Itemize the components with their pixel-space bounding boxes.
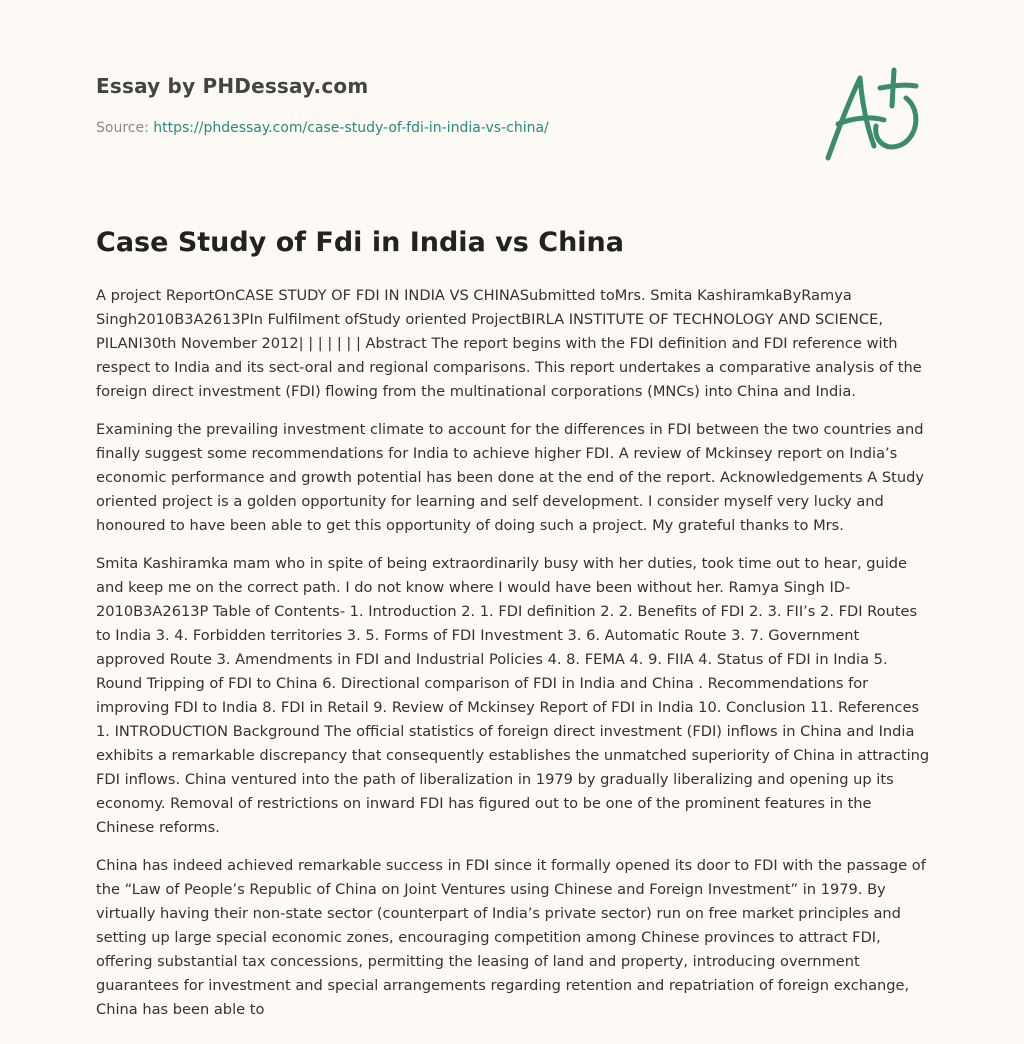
paragraph: Smita Kashiramka mam who in spite of being extraordinarily busy with her duties, took time out to hear, guide and keep me on the correct path. I do not know where I would have been without her. Ramya Singh ID-2010B3A2613P Table of Contents- 1. Introduction 2. 1. FDI definition 2. 2. Benefits of FDI 2. 3. FII’s 2. FDI Routes to India 3. 4. Forbidden territories 3. 5. Forms of FDI Investment 3. 6. Automatic Route 3. 7. Government approved Route 3. Amendments in FDI and Industrial Policies 4. 8. FEMA 4. 9. FIIA 4. Status of FDI in India 5. Round Tripping of FDI to China 6. Directional comparison of FDI in India and China . Recommendations for improving FDI to India 8. FDI in Retail 9. Review of Mckinsey Report of FDI in India 10. Conclusion 11. References 1. INTRODUCTION Background The official statistics of foreign direct investment (FDI) inflows in China and India exhibits a remarkable discrepancy that consequently establishes the unmatched superiority of China in attracting FDI inflows. China ventured into the path of liberalization in 1979 by gradually liberalizing and opening up its economy. Removal of restrictions on inward FDI has figured out to be one of the prominent features in the Chinese reforms. — [96, 555, 930, 836]
paragraph: A project ReportOnCASE STUDY OF FDI IN INDIA VS CHINASubmitted toMrs. Smita KashiramkaByRamya Singh2010B3A2613PIn Fulfilment ofStudy oriented ProjectBIRLA INSTITUTE OF TECHNOLOGY AND SCIENCE, PILANI30th November 2012| | | | | | | Abstract The report begins with the FDI definition and FDI reference with respect to India and its sect-oral and regional comparisons. This report undertakes a comparative analysis of the foreign direct investment (FDI) flowing from the multinational corporations (MNCs) into China and India. — [96, 287, 922, 400]
source-label: Source: — [96, 120, 154, 136]
source-line — [96, 120, 796, 136]
page-header — [96, 74, 796, 136]
essay-body — [96, 284, 930, 1036]
paragraph: China has indeed achieved remarkable success in FDI since it formally opened its door to FDI with the passage of the “Law of People’s Republic of China on Joint Ventures using Chinese and Foreign Investment” in 1979. By virtually having their non-state sector (counterpart of India’s private sector) run on free market principles and setting up large special economic zones, encouraging competition among Chinese provinces to attract FDI, offering substantial tax concessions, permitting the leasing of land and property, introducing overnment guarantees for investment and special arrangements regarding retention and repatriation of foreign exchange, China has been able to — [96, 857, 926, 1018]
document-title: Case Study of Fdi in India vs China — [96, 227, 624, 258]
paragraph: Examining the prevailing investment climate to account for the differences in FDI between the two countries and finally suggest some recommendations for India to achieve higher FDI. A review of Mckinsey report on India’s economic performance and growth potential has been done at the end of the report. Acknowledgements A Study oriented project is a golden opportunity for learning and self development. I consider myself very lucky and honoured to have been able to get this opportunity of doing such a project. My grateful thanks to Mrs. — [96, 421, 925, 534]
a-plus-logo-icon — [822, 66, 926, 164]
source-link[interactable]: https://phdessay.com/case-study-of-fdi-in-india-vs-china/ — [153, 120, 549, 136]
site-title: Essay by PHDessay.com — [96, 74, 369, 98]
